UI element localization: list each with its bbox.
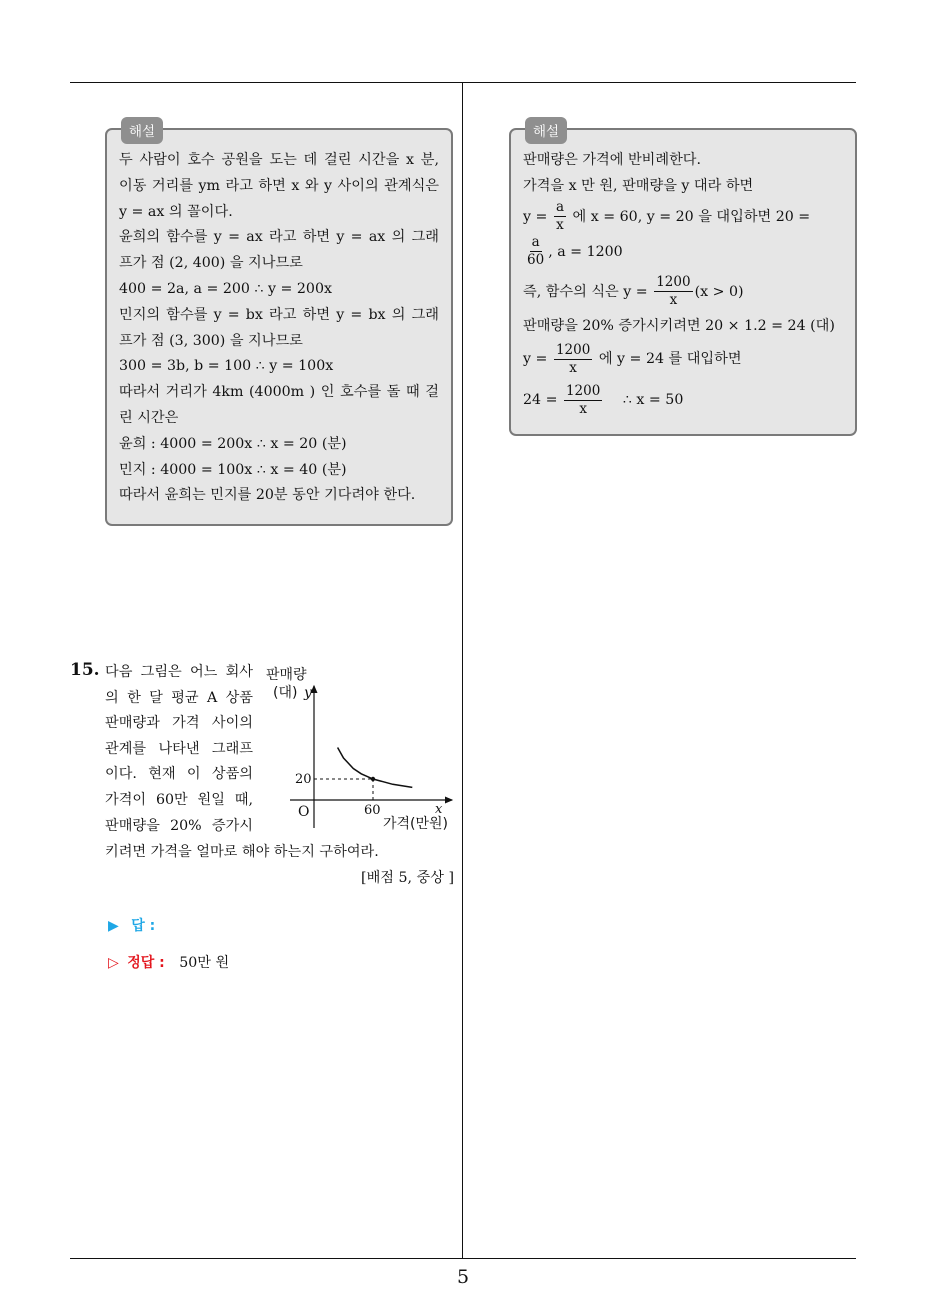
y-axis-unit: (대) xyxy=(273,685,298,701)
solution-line: 민지의 함수를 y = bx 라고 하면 y = bx 의 그래 xyxy=(119,306,439,323)
solution-line: 판매량을 20% 증가시키려면 20 × 1.2 = 24 (대) xyxy=(523,317,835,334)
page-number: 5 xyxy=(456,1266,470,1288)
fraction xyxy=(554,200,566,233)
fraction-numerator: 1200 xyxy=(656,274,691,291)
fraction-denominator: x xyxy=(579,400,587,417)
fraction xyxy=(564,384,602,417)
solution-line: 따라서 윤희는 민지를 20분 동안 기다려야 한다. xyxy=(119,487,416,504)
solution-line: 프가 점 (3, 300) 을 지나므로 xyxy=(119,332,303,349)
fraction xyxy=(554,343,592,376)
fraction-numerator: 1200 xyxy=(565,383,601,400)
answer-marker-icon: ▶ xyxy=(108,918,119,934)
bottom-rule xyxy=(70,1258,856,1259)
solution-line xyxy=(523,379,843,421)
solution-line: 400 = 2a, a = 200 ∴ y = 200x xyxy=(119,280,332,297)
top-rule xyxy=(70,82,856,83)
solution-line: 300 = 3b, b = 100 ∴ y = 100x xyxy=(119,358,334,375)
fraction-denominator: x xyxy=(556,217,564,234)
solution-line: 윤희 : 4000 = 200x ∴ x = 20 (분) xyxy=(119,435,347,452)
solution-line xyxy=(523,339,843,379)
equation-text: 에 x = 60, y = 20 을 대입하면 20 = xyxy=(572,208,811,225)
solution-line: 두 사람이 호수 공원을 도는 데 걸린 시간을 x 분, xyxy=(119,152,439,168)
solution-line: 린 시간은 xyxy=(119,409,179,426)
equation-text: 24 = xyxy=(523,392,558,409)
question-text xyxy=(105,660,253,839)
question-line: 다음 그림은 어느 회사 xyxy=(105,664,253,680)
solution-tag: 해설 xyxy=(121,117,163,144)
correct-marker-icon: ▷ xyxy=(108,955,119,971)
question-line: 관계를 나타낸 그래프 xyxy=(105,740,253,757)
equation-text: , a = 1200 xyxy=(548,243,623,260)
solution-line: 프가 점 (2, 400) 을 지나므로 xyxy=(119,255,303,272)
y-axis-title: 판매량 xyxy=(266,667,307,683)
answer-row xyxy=(108,915,155,935)
x-axis-title: 가격(만원) xyxy=(383,816,449,832)
solution-line xyxy=(523,200,843,234)
equation-text: 즉, 함수의 식은 y = xyxy=(523,283,648,300)
question-line: 판매량과 가격 사이의 xyxy=(105,715,253,732)
solution-line: 윤희의 함수를 y = ax 라고 하면 y = ax 의 그래 xyxy=(119,229,439,246)
solution-line: 따라서 거리가 4km (4000m ) 인 호수를 돌 때 걸 xyxy=(119,384,439,401)
solution-line xyxy=(523,234,843,270)
x-tick-label: 60 xyxy=(364,803,381,818)
y-tick-label: 20 xyxy=(295,772,312,787)
fraction-numerator: a xyxy=(531,234,540,251)
correct-answer-value: 50만 원 xyxy=(179,955,230,971)
equation-text: ∴ x = 50 xyxy=(622,392,684,409)
solution-line: 이동 거리를 ym 라고 하면 x 와 y 사이의 관계식은 xyxy=(119,177,439,194)
question-line: 판매량을 20% 증가시 xyxy=(105,817,253,834)
question-number: 15. xyxy=(70,660,100,680)
price-sales-graph xyxy=(256,660,461,840)
equation-text: 에 y = 24 를 대입하면 xyxy=(598,351,742,368)
fraction xyxy=(654,275,692,308)
inverse-proportion-curve xyxy=(338,748,413,788)
equation-text: y = xyxy=(523,351,548,368)
fraction-denominator: 60 xyxy=(527,252,545,269)
question-score: [배점 5, 중상 ] xyxy=(361,870,454,886)
fraction xyxy=(525,235,546,268)
question-line: 이다. 현재 이 상품의 xyxy=(105,766,253,783)
fraction-denominator: x xyxy=(669,292,678,309)
origin-label: O xyxy=(298,804,310,820)
solution-tag: 해설 xyxy=(525,117,567,144)
x-variable: x xyxy=(435,802,443,817)
right-solution-box xyxy=(509,124,857,436)
question-line: 키려면 가격을 얼마로 해야 하는지 구하여라. xyxy=(105,844,379,860)
solution-line: 판매량은 가격에 반비례한다. xyxy=(523,152,701,168)
correct-answer-row xyxy=(108,952,229,972)
fraction-denominator: x xyxy=(569,359,577,376)
solution-line xyxy=(523,270,843,314)
solution-line: 가격을 x 만 원, 판매량을 y 대라 하면 xyxy=(523,177,754,194)
equation-text: y = xyxy=(523,208,548,225)
question-line: 가격이 60만 원일 때, xyxy=(105,791,253,808)
question-line: 의 한 달 평균 A 상품 xyxy=(105,689,253,706)
left-solution-box xyxy=(105,124,453,526)
y-variable: y xyxy=(304,685,312,701)
equation-text: (x > 0) xyxy=(694,283,744,300)
solution-line: y = ax 의 꼴이다. xyxy=(119,203,233,220)
fraction-numerator: 1200 xyxy=(555,342,591,359)
column-divider xyxy=(462,83,463,1258)
solution-line: 민지 : 4000 = 100x ∴ x = 40 (분) xyxy=(119,461,347,478)
fraction-numerator: a xyxy=(555,199,564,216)
answer-label: 답 : xyxy=(131,918,156,934)
correct-answer-label: 정답 : xyxy=(127,955,165,971)
marked-point xyxy=(371,777,375,781)
